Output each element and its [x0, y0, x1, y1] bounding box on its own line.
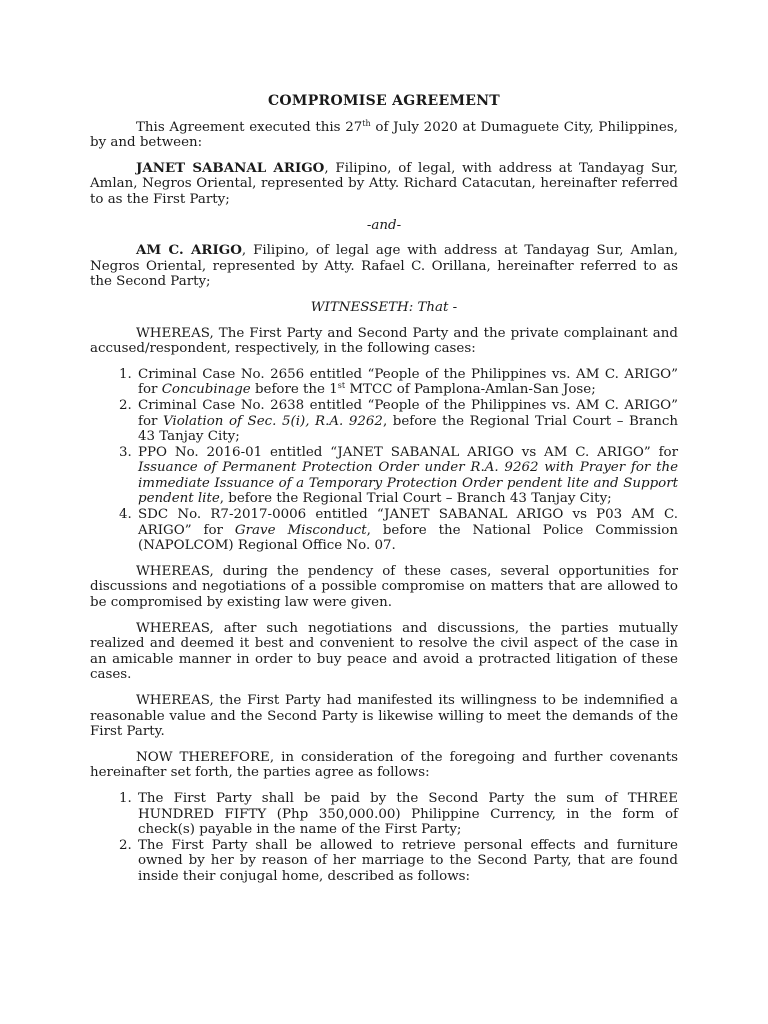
first-party-name: JANET SABANAL ARIGO [136, 159, 325, 176]
case-item [136, 507, 678, 554]
and-label: -and- [366, 217, 402, 233]
case-item [136, 398, 678, 445]
now-therefore-paragraph: NOW THEREFORE, in consideration of the foregoing and further covenants hereinafter set forth, the parties agree as follows: [90, 749, 678, 781]
first-party-text: , Filipino, of legal, with address at Tandayag Sur, Amlan, Negros Oriental, represented by Atty. Richard Catacutan, hereinafter referred to as the First Party; [90, 160, 678, 207]
whereas-paragraph-2: WHEREAS, during the pendency of these cases, several opportunities for discussions and negotiations of a possible compromise on matters that are allowed to be compromised by existing law were given. [90, 563, 678, 611]
case-text: Criminal Case No. 2638 entitled “People of the Philippines vs. AM C. ARIGO” for [138, 397, 678, 429]
case-text: Criminal Case No. 2656 entitled “People of the Philippines vs. AM C. ARIGO” for [138, 366, 678, 398]
cases-list [90, 367, 678, 554]
first-party-paragraph [90, 161, 678, 208]
case-text: SDC No. R7-2017-0006 entitled “JANET SABANAL ARIGO vs P03 AM C. ARIGO” for [138, 507, 678, 538]
second-party-name: AM C. ARIGO [136, 242, 242, 259]
case-offense: Issuance of Permanent Protection Order under R.A. 9262 with Prayer for the immediate Issuance of a Temporary Protection Order pendent lite and Support pendent lite [138, 460, 678, 507]
case-text: before the 1 [250, 382, 338, 398]
terms-list [90, 791, 678, 885]
case-text: , before the Regional Trial Court – Branch 43 Tanjay City; [219, 491, 612, 507]
whereas-paragraph-4: WHEREAS, the First Party had manifested its willingness to be indemnified a reasonable value and the Second Party is likewise willing to meet the demands of the First Party. [90, 693, 678, 740]
intro-text-b: of July 2020 at Dumaguete City, Philippines, by and between: [90, 119, 678, 151]
document-title: COMPROMISE AGREEMENT [267, 93, 501, 109]
whereas-paragraph-3: WHEREAS, after such negotiations and discussions, the parties mutually realized and deemed it best and convenient to resolve the civil aspect of the case in an amicable manner in order to buy peace and avoid a protracted litigation of these cases. [90, 620, 678, 683]
case-offense: Violation of Sec. 5(i), R.A. 9262 [162, 413, 383, 429]
case-superscript: st [337, 381, 346, 391]
term-item: 1. The First Party shall be paid by the Second Party the sum of THREE HUNDRED FIFTY (Php 350,000.00) Philippine Currency, in the form of check(s) payable in the name of the First Party; [136, 791, 678, 838]
case-offense: Grave Misconduct [234, 522, 367, 538]
case-text: , before the National Police Commission (NAPOLCOM) Regional Office No. 07. [138, 522, 678, 554]
case-text: MTCC of Pamplona-Amlan-San Jose; [345, 382, 596, 398]
case-item [136, 445, 678, 507]
intro-paragraph [90, 120, 678, 151]
whereas-paragraph-1: WHEREAS, The First Party and Second Party and the private complainant and accused/respondent, respectively, in the following cases: [90, 325, 678, 357]
case-offense: Concubinage [161, 382, 251, 398]
case-text: PPO No. 2016-01 entitled “JANET SABANAL ARIGO vs AM C. ARIGO” for [138, 444, 678, 460]
case-item [136, 367, 678, 398]
witnesseth-heading: WITNESSETH: That - [310, 299, 458, 315]
term-item: 2. The First Party shall be allowed to retrieve personal effects and furniture owned by her by reason of her marriage to the Second Party, that are found inside their conjugal home, described as follows: [136, 838, 678, 885]
intro-superscript: th [362, 118, 371, 128]
second-party-text: , Filipino, of legal age with address at Tandayag Sur, Amlan, Negros Oriental, represented by Atty. Rafael C. Orillana, hereinafter referred to as the Second Party; [90, 243, 678, 290]
intro-text-a: This Agreement executed this 27 [136, 119, 363, 135]
case-text: , before the Regional Trial Court – Branch 43 Tanjay City; [138, 413, 678, 445]
second-party-paragraph [90, 243, 678, 290]
